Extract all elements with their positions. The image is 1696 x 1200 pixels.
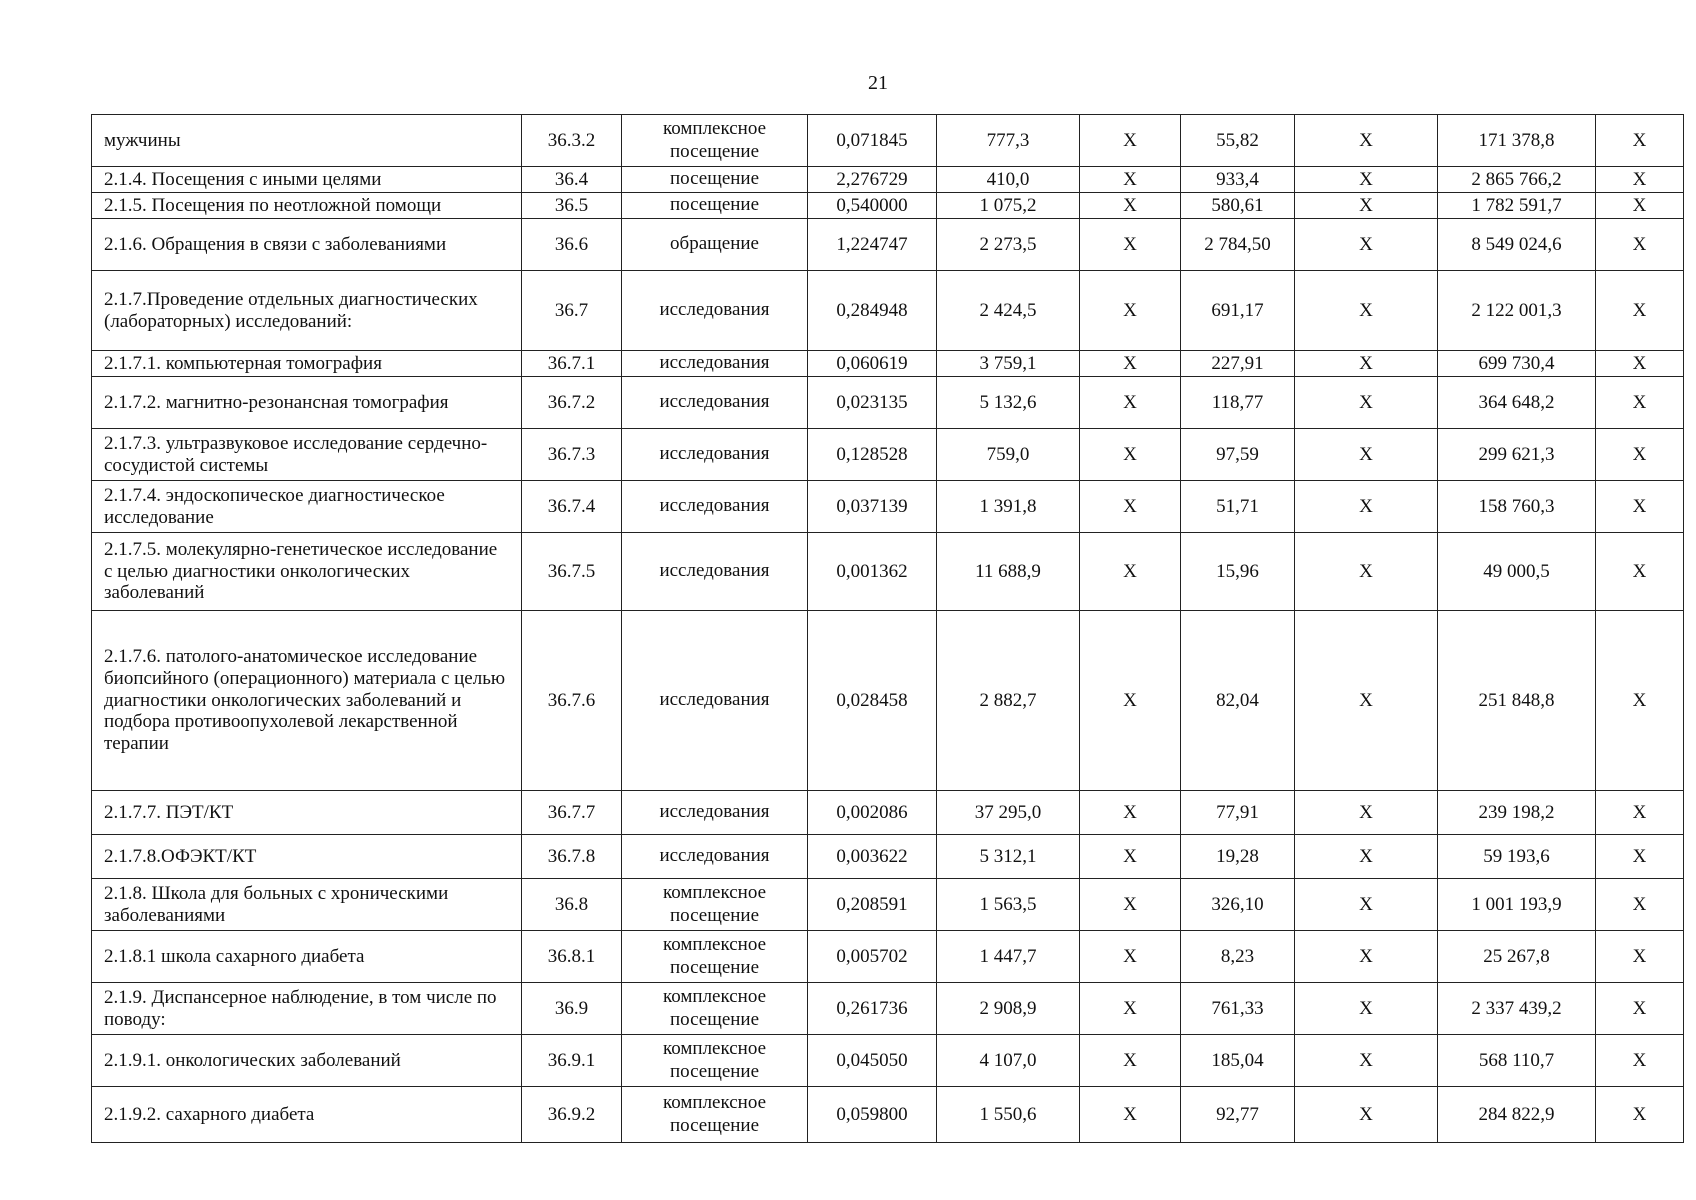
row-norm: 0,005702 <box>808 931 937 983</box>
row-x-mark: Х <box>1596 1087 1684 1143</box>
table-body <box>92 115 1684 1143</box>
row-total: 2 337 439,2 <box>1438 983 1596 1035</box>
row-sum: 691,17 <box>1181 271 1295 351</box>
row-unit: посещение <box>622 167 808 193</box>
row-name: 2.1.7.7. ПЭТ/КТ <box>92 791 522 835</box>
row-unit: исследования <box>622 377 808 429</box>
row-unit: исследования <box>622 351 808 377</box>
table-row <box>92 115 1684 167</box>
row-cost: 2 908,9 <box>937 983 1080 1035</box>
table-row <box>92 879 1684 931</box>
row-sum: 15,96 <box>1181 533 1295 611</box>
row-x-mark: Х <box>1295 1035 1438 1087</box>
row-x-mark: Х <box>1596 351 1684 377</box>
row-total: 568 110,7 <box>1438 1035 1596 1087</box>
table-row <box>92 351 1684 377</box>
row-cost: 2 273,5 <box>937 219 1080 271</box>
row-cost: 3 759,1 <box>937 351 1080 377</box>
row-norm: 0,003622 <box>808 835 937 879</box>
row-cost: 2 882,7 <box>937 611 1080 791</box>
row-x-mark: Х <box>1295 879 1438 931</box>
row-code: 36.7.8 <box>522 835 622 879</box>
row-x-mark: Х <box>1596 219 1684 271</box>
row-unit: посещение <box>622 193 808 219</box>
row-code: 36.7.3 <box>522 429 622 481</box>
row-cost: 1 550,6 <box>937 1087 1080 1143</box>
row-x-mark: Х <box>1295 167 1438 193</box>
row-x-mark: Х <box>1080 611 1181 791</box>
row-total: 171 378,8 <box>1438 115 1596 167</box>
row-x-mark: Х <box>1080 167 1181 193</box>
row-x-mark: Х <box>1080 271 1181 351</box>
row-x-mark: Х <box>1295 351 1438 377</box>
row-name: 2.1.7.1. компьютерная томография <box>92 351 522 377</box>
row-x-mark: Х <box>1596 271 1684 351</box>
row-cost: 37 295,0 <box>937 791 1080 835</box>
row-norm: 0,023135 <box>808 377 937 429</box>
row-sum: 118,77 <box>1181 377 1295 429</box>
row-unit: исследования <box>622 481 808 533</box>
row-unit: комплексное посещение <box>622 983 808 1035</box>
row-norm: 0,284948 <box>808 271 937 351</box>
row-x-mark: Х <box>1596 429 1684 481</box>
row-x-mark: Х <box>1295 533 1438 611</box>
row-code: 36.7.1 <box>522 351 622 377</box>
row-sum: 82,04 <box>1181 611 1295 791</box>
row-norm: 0,071845 <box>808 115 937 167</box>
row-x-mark: Х <box>1080 481 1181 533</box>
table-row <box>92 219 1684 271</box>
row-cost: 1 075,2 <box>937 193 1080 219</box>
table-row <box>92 983 1684 1035</box>
row-x-mark: Х <box>1295 377 1438 429</box>
row-cost: 5 132,6 <box>937 377 1080 429</box>
row-norm: 0,261736 <box>808 983 937 1035</box>
row-norm: 0,028458 <box>808 611 937 791</box>
row-code: 36.7 <box>522 271 622 351</box>
row-sum: 77,91 <box>1181 791 1295 835</box>
row-code: 36.9 <box>522 983 622 1035</box>
row-norm: 2,276729 <box>808 167 937 193</box>
row-code: 36.7.5 <box>522 533 622 611</box>
row-norm: 0,059800 <box>808 1087 937 1143</box>
row-unit: комплексное посещение <box>622 879 808 931</box>
row-total: 2 865 766,2 <box>1438 167 1596 193</box>
table-row <box>92 791 1684 835</box>
row-x-mark: Х <box>1596 377 1684 429</box>
row-name: мужчины <box>92 115 522 167</box>
row-sum: 2 784,50 <box>1181 219 1295 271</box>
row-unit: комплексное посещение <box>622 115 808 167</box>
row-total: 364 648,2 <box>1438 377 1596 429</box>
row-name: 2.1.6. Обращения в связи с заболеваниями <box>92 219 522 271</box>
row-x-mark: Х <box>1596 193 1684 219</box>
row-code: 36.7.7 <box>522 791 622 835</box>
row-norm: 0,540000 <box>808 193 937 219</box>
row-name: 2.1.9. Диспансерное наблюдение, в том числе по поводу: <box>92 983 522 1035</box>
row-name: 2.1.8. Школа для больных с хроническими заболеваниями <box>92 879 522 931</box>
row-norm: 0,208591 <box>808 879 937 931</box>
row-total: 239 198,2 <box>1438 791 1596 835</box>
row-norm: 1,224747 <box>808 219 937 271</box>
row-x-mark: Х <box>1295 835 1438 879</box>
row-name: 2.1.7.5. молекулярно-генетическое исследование с целью диагностики онкологических заболеваний <box>92 533 522 611</box>
row-x-mark: Х <box>1596 1035 1684 1087</box>
row-sum: 19,28 <box>1181 835 1295 879</box>
row-x-mark: Х <box>1080 351 1181 377</box>
table-row <box>92 429 1684 481</box>
row-sum: 580,61 <box>1181 193 1295 219</box>
row-total: 299 621,3 <box>1438 429 1596 481</box>
row-code: 36.3.2 <box>522 115 622 167</box>
row-x-mark: Х <box>1080 533 1181 611</box>
row-unit: исследования <box>622 835 808 879</box>
row-x-mark: Х <box>1596 167 1684 193</box>
row-sum: 97,59 <box>1181 429 1295 481</box>
row-name: 2.1.7.6. патолого-анатомическое исследование биопсийного (операционного) материала с целью диагностики онкологических заболеваний и подбора противоопухолевой лекарственной терапии <box>92 611 522 791</box>
row-unit: исследования <box>622 533 808 611</box>
row-name: 2.1.8.1 школа сахарного диабета <box>92 931 522 983</box>
table-row <box>92 1035 1684 1087</box>
row-x-mark: Х <box>1295 429 1438 481</box>
row-norm: 0,037139 <box>808 481 937 533</box>
row-x-mark: Х <box>1295 219 1438 271</box>
row-total: 59 193,6 <box>1438 835 1596 879</box>
row-total: 1 782 591,7 <box>1438 193 1596 219</box>
row-x-mark: Х <box>1080 983 1181 1035</box>
row-sum: 92,77 <box>1181 1087 1295 1143</box>
row-name: 2.1.7.4. эндоскопическое диагностическое исследование <box>92 481 522 533</box>
row-x-mark: Х <box>1295 791 1438 835</box>
row-cost: 11 688,9 <box>937 533 1080 611</box>
row-sum: 55,82 <box>1181 115 1295 167</box>
row-x-mark: Х <box>1295 271 1438 351</box>
row-sum: 8,23 <box>1181 931 1295 983</box>
row-unit: исследования <box>622 429 808 481</box>
row-sum: 51,71 <box>1181 481 1295 533</box>
row-total: 251 848,8 <box>1438 611 1596 791</box>
row-x-mark: Х <box>1080 115 1181 167</box>
row-x-mark: Х <box>1596 931 1684 983</box>
row-name: 2.1.9.1. онкологических заболеваний <box>92 1035 522 1087</box>
row-x-mark: Х <box>1080 879 1181 931</box>
row-sum: 185,04 <box>1181 1035 1295 1087</box>
row-cost: 410,0 <box>937 167 1080 193</box>
table-row <box>92 193 1684 219</box>
row-x-mark: Х <box>1080 791 1181 835</box>
row-total: 8 549 024,6 <box>1438 219 1596 271</box>
row-total: 1 001 193,9 <box>1438 879 1596 931</box>
row-x-mark: Х <box>1295 611 1438 791</box>
row-name: 2.1.4. Посещения с иными целями <box>92 167 522 193</box>
row-x-mark: Х <box>1596 791 1684 835</box>
row-code: 36.7.4 <box>522 481 622 533</box>
row-cost: 759,0 <box>937 429 1080 481</box>
row-name: 2.1.7.Проведение отдельных диагностических (лабораторных) исследований: <box>92 271 522 351</box>
row-cost: 1 447,7 <box>937 931 1080 983</box>
row-sum: 933,4 <box>1181 167 1295 193</box>
row-name: 2.1.5. Посещения по неотложной помощи <box>92 193 522 219</box>
row-name: 2.1.9.2. сахарного диабета <box>92 1087 522 1143</box>
row-sum: 761,33 <box>1181 983 1295 1035</box>
row-norm: 0,045050 <box>808 1035 937 1087</box>
row-code: 36.9.2 <box>522 1087 622 1143</box>
row-unit: комплексное посещение <box>622 1087 808 1143</box>
row-x-mark: Х <box>1596 533 1684 611</box>
row-x-mark: Х <box>1080 835 1181 879</box>
row-code: 36.8 <box>522 879 622 931</box>
row-unit: исследования <box>622 791 808 835</box>
row-cost: 4 107,0 <box>937 1035 1080 1087</box>
row-cost: 1 563,5 <box>937 879 1080 931</box>
table-row <box>92 611 1684 791</box>
row-x-mark: Х <box>1295 115 1438 167</box>
table-row <box>92 481 1684 533</box>
row-x-mark: Х <box>1596 835 1684 879</box>
row-x-mark: Х <box>1080 1087 1181 1143</box>
row-norm: 0,002086 <box>808 791 937 835</box>
row-x-mark: Х <box>1295 931 1438 983</box>
table-row <box>92 377 1684 429</box>
row-cost: 777,3 <box>937 115 1080 167</box>
row-unit: исследования <box>622 271 808 351</box>
row-cost: 1 391,8 <box>937 481 1080 533</box>
row-x-mark: Х <box>1596 115 1684 167</box>
row-code: 36.4 <box>522 167 622 193</box>
data-table <box>91 114 1684 1143</box>
row-x-mark: Х <box>1596 481 1684 533</box>
row-cost: 2 424,5 <box>937 271 1080 351</box>
row-sum: 227,91 <box>1181 351 1295 377</box>
row-total: 158 760,3 <box>1438 481 1596 533</box>
row-x-mark: Х <box>1080 193 1181 219</box>
row-x-mark: Х <box>1596 879 1684 931</box>
row-name: 2.1.7.3. ультразвуковое исследование сердечно-сосудистой системы <box>92 429 522 481</box>
row-code: 36.9.1 <box>522 1035 622 1087</box>
row-code: 36.5 <box>522 193 622 219</box>
row-total: 284 822,9 <box>1438 1087 1596 1143</box>
row-total: 25 267,8 <box>1438 931 1596 983</box>
row-total: 699 730,4 <box>1438 351 1596 377</box>
row-norm: 0,128528 <box>808 429 937 481</box>
row-code: 36.7.6 <box>522 611 622 791</box>
row-x-mark: Х <box>1596 611 1684 791</box>
row-x-mark: Х <box>1080 219 1181 271</box>
row-total: 49 000,5 <box>1438 533 1596 611</box>
row-x-mark: Х <box>1295 193 1438 219</box>
table-row <box>92 167 1684 193</box>
table-row <box>92 271 1684 351</box>
row-x-mark: Х <box>1080 377 1181 429</box>
row-norm: 0,060619 <box>808 351 937 377</box>
row-unit: обращение <box>622 219 808 271</box>
table-row <box>92 533 1684 611</box>
row-unit: комплексное посещение <box>622 1035 808 1087</box>
row-name: 2.1.7.8.ОФЭКТ/КТ <box>92 835 522 879</box>
row-code: 36.8.1 <box>522 931 622 983</box>
table-row <box>92 835 1684 879</box>
row-sum: 326,10 <box>1181 879 1295 931</box>
table-row <box>92 1087 1684 1143</box>
page-number: 21 <box>868 72 888 94</box>
table-row <box>92 931 1684 983</box>
row-cost: 5 312,1 <box>937 835 1080 879</box>
row-total: 2 122 001,3 <box>1438 271 1596 351</box>
row-name: 2.1.7.2. магнитно-резонансная томография <box>92 377 522 429</box>
row-unit: комплексное посещение <box>622 931 808 983</box>
row-norm: 0,001362 <box>808 533 937 611</box>
row-unit: исследования <box>622 611 808 791</box>
row-code: 36.6 <box>522 219 622 271</box>
row-x-mark: Х <box>1080 931 1181 983</box>
row-x-mark: Х <box>1596 983 1684 1035</box>
row-x-mark: Х <box>1295 481 1438 533</box>
row-x-mark: Х <box>1295 983 1438 1035</box>
row-x-mark: Х <box>1295 1087 1438 1143</box>
row-x-mark: Х <box>1080 1035 1181 1087</box>
row-code: 36.7.2 <box>522 377 622 429</box>
row-x-mark: Х <box>1080 429 1181 481</box>
